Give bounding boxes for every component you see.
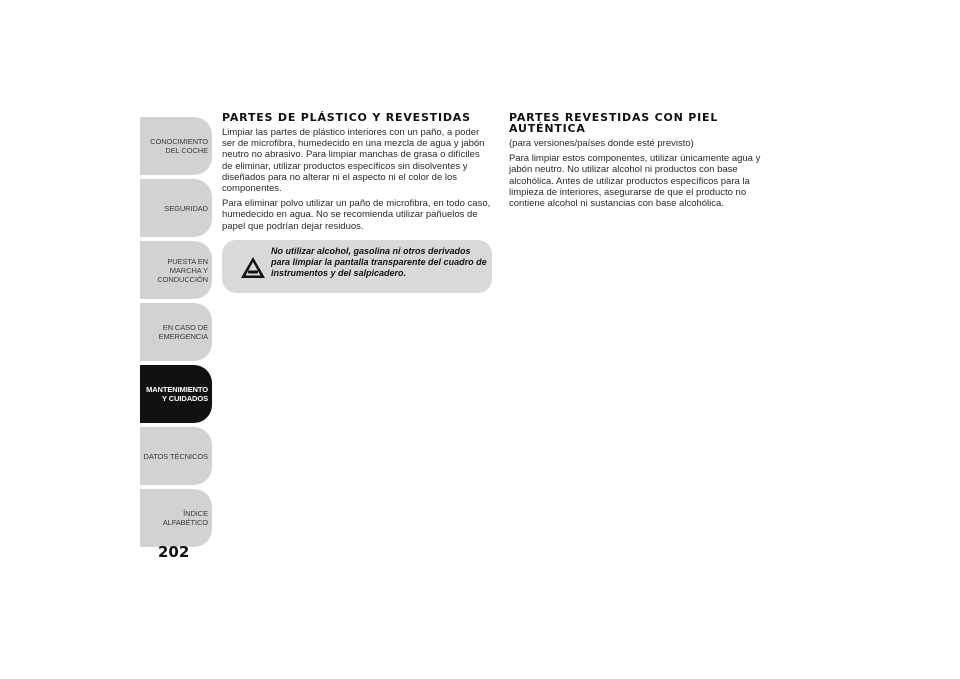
tab-label: EN CASO DE EMERGENCIA — [158, 323, 208, 341]
tab-label: SEGURIDAD — [164, 203, 208, 213]
tab-label: ÍNDICE ALFABÉTICO — [162, 509, 208, 527]
warning-note — [222, 240, 492, 293]
warning-triangle-icon — [240, 256, 266, 279]
warning-text: No utilizar alcohol, gasolina ni otros derivados para limpiar la pantalla transparente del cuadro de instrumentos y del salpicadero. — [271, 246, 487, 278]
tab-datos-tecnicos[interactable] — [140, 427, 212, 485]
plastic-parts-section — [222, 112, 492, 236]
tab-label: MANTENIMIENTO Y CUIDADOS — [146, 385, 208, 403]
tab-en-caso-de-emergencia[interactable] — [140, 303, 212, 361]
body-paragraph: Limpiar las partes de plástico interiores con un paño, a poder ser de microfibra, humedecido en una mezcla de agua y jabón neutro no abrasivo. Para limpiar manchas de grasa o difíciles de eliminar, utilizar productos específicos sin disolventes y diseñados para no alterar ni el aspecto ni el color de los componentes. — [222, 127, 485, 195]
leather-parts-section — [509, 112, 779, 213]
tab-mantenimiento-y-cuidados[interactable] — [140, 365, 212, 423]
section-subtitle: (para versiones/países donde esté previsto) — [509, 138, 694, 149]
section-title: PARTES DE PLÁSTICO Y REVESTIDAS — [222, 111, 471, 124]
page-number: 202 — [158, 543, 190, 561]
tab-label: CONOCIMIENTO DEL COCHE — [150, 137, 208, 155]
tab-label: PUESTA EN MARCHA Y CONDUCCIÓN — [157, 256, 208, 284]
tab-puesta-en-marcha[interactable] — [140, 241, 212, 299]
tab-conocimiento-del-coche[interactable] — [140, 117, 212, 175]
tab-seguridad[interactable] — [140, 179, 212, 237]
tab-label: DATOS TÉCNICOS — [143, 451, 208, 461]
section-title: PARTES REVESTIDAS CON PIEL AUTÉNTICA — [509, 111, 719, 135]
body-paragraph: Para eliminar polvo utilizar un paño de microfibra, en todo caso, humedecido en agua. No se recomienda utilizar pañuelos de papel que podrían dejar residuos. — [222, 198, 491, 232]
tab-indice-alfabetico[interactable] — [140, 489, 212, 547]
body-paragraph: Para limpiar estos componentes, utilizar únicamente agua y jabón neutro. No utilizar alcohol ni productos con base alcohólica. Antes de utilizar productos específicos para la limpieza de interiores, asegurarse de que el producto no contiene alcohol ni sustancias con base alcohólica. — [509, 153, 761, 210]
